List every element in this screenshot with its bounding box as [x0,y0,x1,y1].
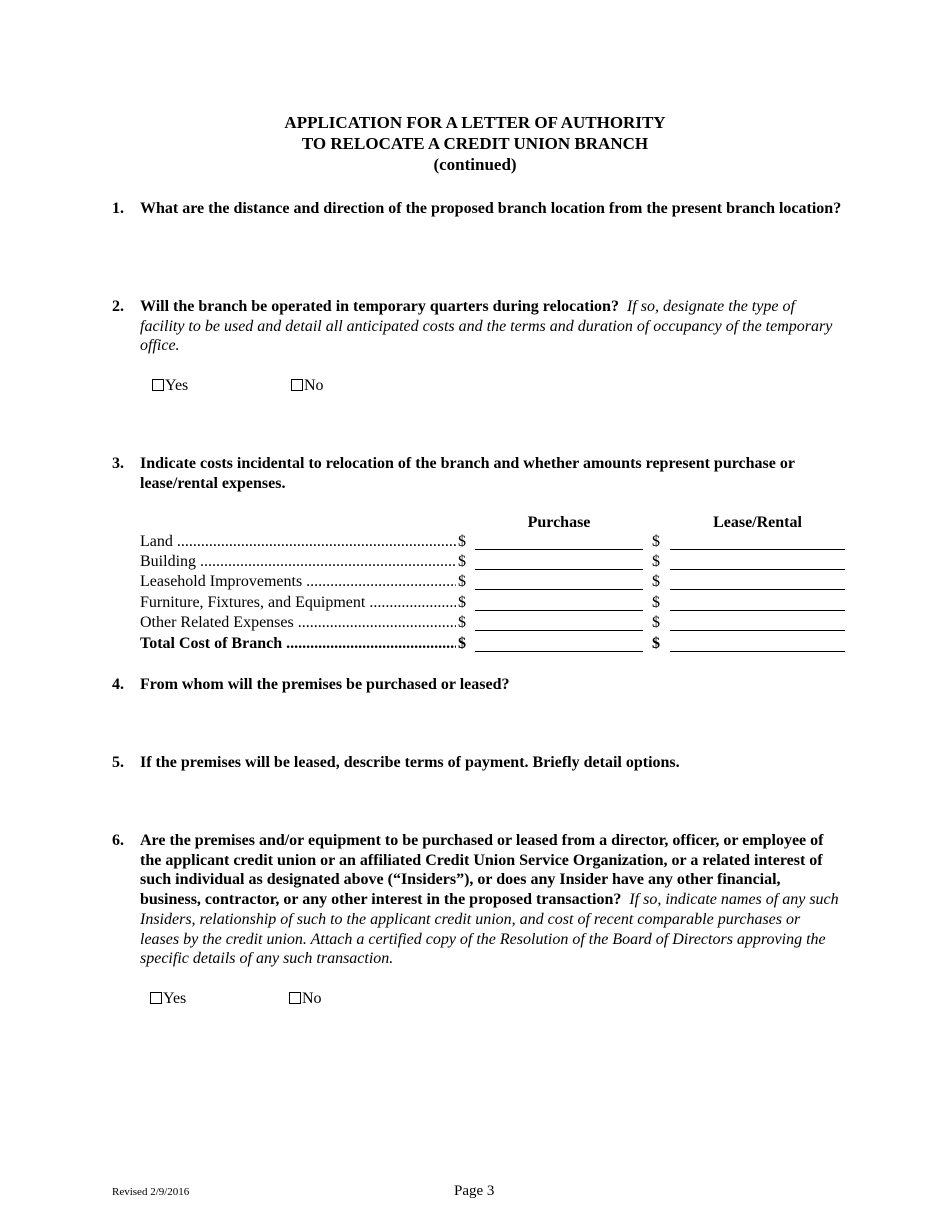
purchase-input-line[interactable] [475,651,643,652]
dollar-sign: $ [458,553,466,570]
dollar-sign: $ [652,553,660,570]
purchase-input-line[interactable] [475,630,643,631]
row-label: Furniture, Fixtures, and Equipment ..... [140,593,456,613]
title-line-3: (continued) [433,155,517,174]
question-3 [112,454,842,493]
title-line-2: TO RELOCATE A CREDIT UNION BRANCH [301,134,649,153]
row-label: Building ..... [140,552,456,572]
dollar-sign: $ [458,614,466,631]
question-instructions: If so, indicate names of any such Insiders, relationship of such to the applicant credit union, and cost of recent comparable purchases or leases by the credit union. Attach a certified copy of the Resolution of the Board of Directors approving the specific details of any such transaction. [140,891,839,968]
q2-no-label: No [304,377,324,394]
row-label: Leasehold Improvements ..... [140,572,456,592]
dollar-sign: $ [458,594,466,611]
question-text: Are the premises and/or equipment to be purchased or leased from a director, officer, or employee of the applicant credit union or an affiliated Credit Union Service Organization, or a related interest of such individual as designated above (“Insiders”), or does any Insider have any other financial, business, contractor, or any other interest in the proposed transaction? [140,832,824,909]
question-1 [112,199,842,219]
q6-yes-checkbox[interactable] [150,989,186,1008]
dollar-sign: $ [652,533,660,550]
purchase-column-header: Purchase [527,514,591,531]
checkbox-box[interactable] [150,992,162,1004]
question-instructions: If so, designate the type of facility to be used and detail all anticipated costs and the terms and duration of occupancy of the temporary office. [140,298,833,355]
purchase-input-line[interactable] [475,589,643,590]
form-title [0,112,950,175]
cost-row-leasehold [140,572,850,592]
question-5 [112,753,842,773]
question-number: 1. [112,200,124,217]
dollar-sign: $ [652,614,660,631]
row-label: Land ..... [140,532,456,552]
question-text: If the premises will be leased, describe terms of payment. Briefly detail options. [140,754,680,771]
q2-yes-checkbox[interactable] [152,376,188,395]
lease-input-line[interactable] [670,630,845,631]
checkbox-box[interactable] [152,379,164,391]
q6-no-checkbox[interactable] [289,989,322,1008]
question-text: Will the branch be operated in temporary quarters during relocation? [140,298,619,315]
question-text: What are the distance and direction of the proposed branch location from the present branch location? [140,200,842,217]
question-6 [112,831,842,969]
dollar-sign: $ [652,594,660,611]
question-number: 6. [112,832,124,849]
checkbox-box[interactable] [289,992,301,1004]
q6-yes-label: Yes [163,990,187,1007]
question-number: 4. [112,676,124,693]
cost-row-building [140,552,850,572]
question-4 [112,675,842,695]
q2-yes-label: Yes [165,377,189,394]
question-2 [112,297,842,356]
purchase-input-line[interactable] [475,549,643,550]
q6-no-label: No [302,990,322,1007]
dollar-sign: $ [458,635,466,652]
lease-input-line[interactable] [670,549,845,550]
checkbox-box[interactable] [291,379,303,391]
title-line-1: APPLICATION FOR A LETTER OF AUTHORITY [284,113,666,132]
lease-input-line[interactable] [670,651,845,652]
question-number: 5. [112,754,124,771]
question-text: Indicate costs incidental to relocation of the branch and whether amounts represent purchase or lease/rental expenses. [140,455,795,492]
row-label: Other Related Expenses ..... [140,613,456,633]
dollar-sign: $ [652,635,660,652]
question-number: 2. [112,298,124,315]
lease-input-line[interactable] [670,610,845,611]
lease-input-line[interactable] [670,589,845,590]
dollar-sign: $ [458,533,466,550]
row-label: Total Cost of Branch ..... [140,634,456,654]
page-number: Page 3 [454,1183,495,1199]
cost-row-furniture [140,593,850,613]
question-number: 3. [112,455,124,472]
question-text: From whom will the premises be purchased or leased? [140,676,510,693]
lease-input-line[interactable] [670,569,845,570]
cost-row-other [140,613,850,633]
q2-no-checkbox[interactable] [291,376,324,395]
dollar-sign: $ [458,573,466,590]
purchase-input-line[interactable] [475,569,643,570]
dollar-sign: $ [652,573,660,590]
purchase-input-line[interactable] [475,610,643,611]
cost-row-total [140,634,850,654]
lease-column-header: Lease/Rental [713,514,802,531]
revision-date: Revised 2/9/2016 [112,1186,190,1198]
cost-row-land [140,532,850,552]
